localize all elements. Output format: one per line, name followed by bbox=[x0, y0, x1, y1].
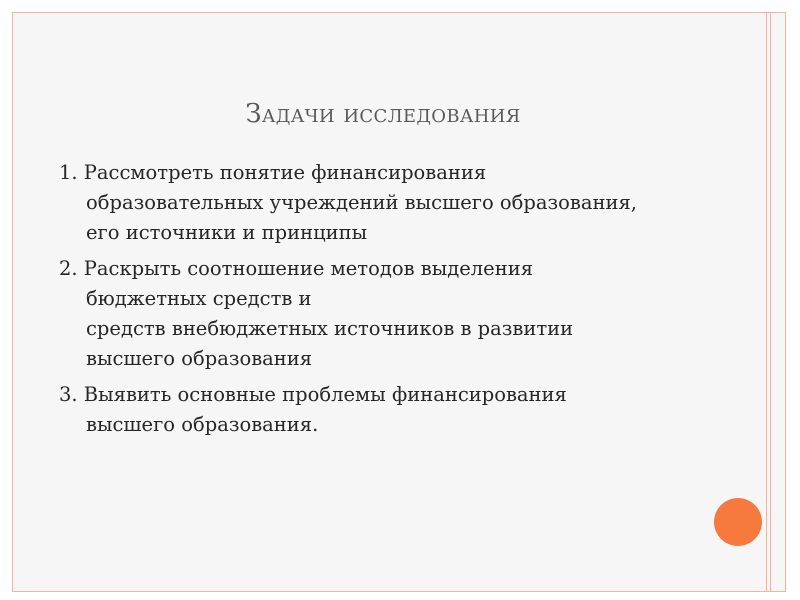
frame-line-outer bbox=[770, 13, 771, 591]
task-3-line-1: 3. Выявить основные проблемы финансирования bbox=[59, 383, 567, 406]
task-2-line-3: средств внебюджетных источников в развитии bbox=[86, 317, 574, 340]
task-item-3 bbox=[59, 380, 749, 440]
slide-frame bbox=[12, 12, 786, 592]
task-1-line-3: его источники и принципы bbox=[86, 221, 368, 244]
task-3-line-2: высшего образования. bbox=[86, 413, 319, 436]
slide-title: Задачи исследования bbox=[245, 99, 521, 129]
accent-circle bbox=[714, 498, 762, 546]
task-1-line-2: образовательных учреждений высшего образования, bbox=[86, 191, 637, 214]
task-2-line-1: 2. Раскрыть соотношение методов выделения bbox=[59, 257, 534, 280]
task-1-line-1: 1. Рассмотреть понятие финансирования bbox=[59, 161, 487, 184]
task-2-line-4: высшего образования bbox=[86, 347, 313, 370]
task-2-line-2: бюджетных средств и bbox=[86, 287, 312, 310]
task-item-1 bbox=[59, 158, 749, 248]
frame-line-inner bbox=[766, 13, 767, 591]
task-list bbox=[59, 158, 749, 446]
task-item-2 bbox=[59, 254, 749, 374]
